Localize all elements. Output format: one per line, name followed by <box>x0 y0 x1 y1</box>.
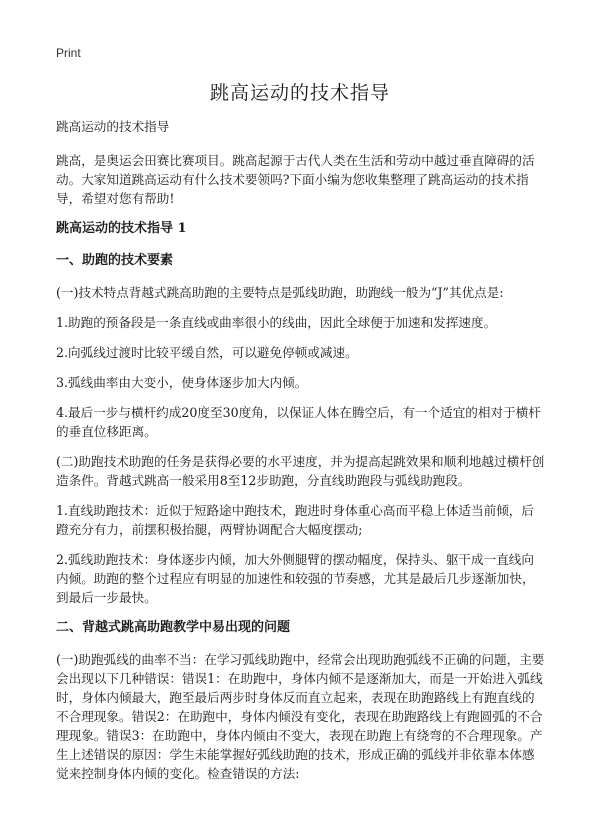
section-title: 跳高运动的技术指导 1 <box>56 221 187 236</box>
print-label: Print <box>56 46 81 60</box>
heading-running-elements: 一、助跑的技术要素 <box>56 253 174 268</box>
paragraph: 1.直线助跑技术：近似于短路途中跑技术，跑进时身体重心高而平稳上体适当前倾，后蹬充分有力，前摆积极抬腿，两臂协调配合大幅度摆动; <box>56 503 534 537</box>
paragraph: (一)技术特点背越式跳高助跑的主要特点是弧线助跑，助跑线一般为“J”其优点是: <box>56 285 504 300</box>
paragraph: (一)助跑弧线的曲率不当：在学习弧线助跑中，经常会出现助跑弧线不正确的问题，主要会出现以下几种错误：错误1：在助跑中，身体内倾不是逐渐加大，而是一开始进入弧线时，身体内倾最大，跑至最后两步时身体反而直立起来，表现在助跑路线上有跑直线的不合理现象。错误2：在助跑中，身体内倾没有变化，表现在助跑路线上有跑圆弧的不合理现象。错误3：在助跑中，身体内倾由不变大，表现在助跑上有绕弯的不合理现象。产生上述错误的原因：学生未能掌握好弧线助跑的技术，形成正确的弧线并非依靠本体感觉来控制身体内倾的变化。检查错误的方法: <box>56 652 545 781</box>
paragraph: 2.弧线助跑技术：身体逐步内倾，加大外侧腿臂的摆动幅度，保持头、躯干成一直线向内倾。助跑的整个过程应有明显的加速性和较强的节奏感，尤其是最后几步逐渐加快，到最后一步最快。 <box>56 552 535 605</box>
paragraph: 1.助跑的预备段是一条直线或曲率很小的线曲，因此全球便于加速和发挥速度。 <box>56 315 497 330</box>
subtitle: 跳高运动的技术指导 <box>56 119 170 134</box>
paragraph: 4.最后一步与横杆约成20度至30度角，以保证人体在腾空后，有一个适宜的相对于横杆的垂直位移距离。 <box>56 405 541 439</box>
paragraph: (二)助跑技术助跑的任务是获得必要的水平速度，并为提高起跳效果和顺利地越过横杆创造条件。背越式跳高一般采用8至12步助跑，分直线助跑段与弧线助跑段。 <box>56 454 545 488</box>
paragraph: 2.向弧线过渡时比较平缓自然，可以避免停顿或减速。 <box>56 345 358 360</box>
paragraph: 3.弧线曲率由大变小，使身体逐步加大内倾。 <box>56 375 308 390</box>
document-title: 跳高运动的技术指导 <box>209 82 390 104</box>
intro-paragraph: 跳高，是奥运会田赛比赛项目。跳高起源于古代人类在生活和劳动中越过垂直障碍的活动。大家知道跳高运动有什么技术要领吗?下面小编为您收集整理了跳高运动的技术指导，希望对您有帮助! <box>56 153 535 206</box>
document-body <box>56 117 546 794</box>
heading-teaching-problems: 二、背越式跳高助跑教学中易出现的问题 <box>56 620 291 635</box>
